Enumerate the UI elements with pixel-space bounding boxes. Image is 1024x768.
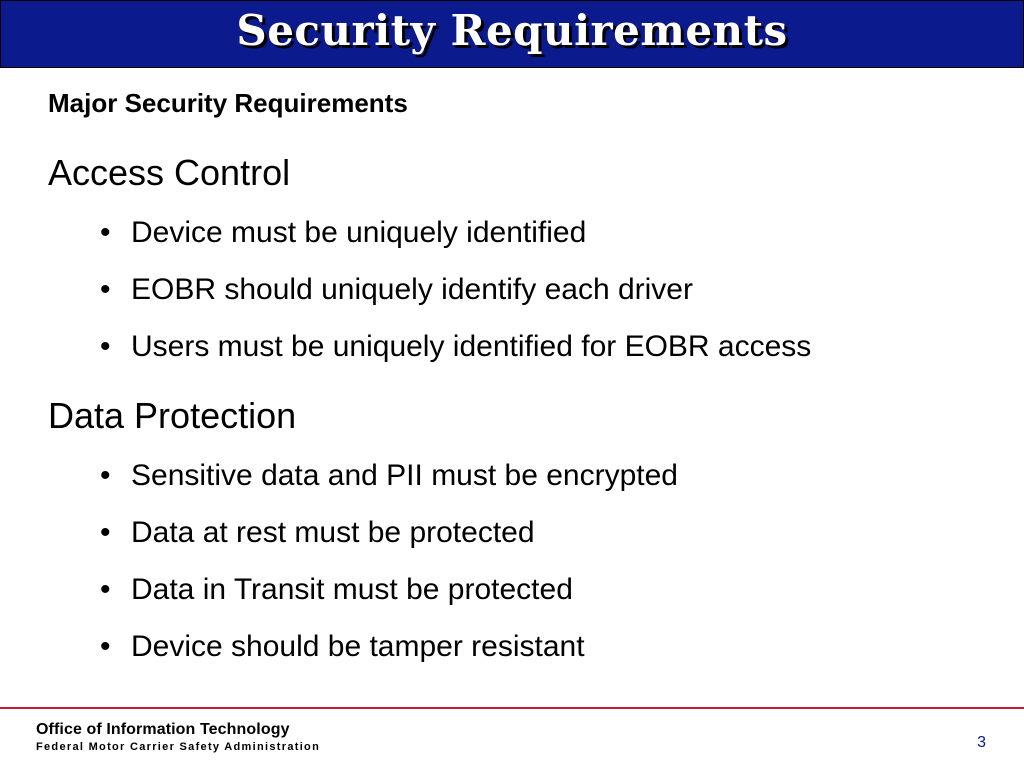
bullet-text: Sensitive data and PII must be encrypted: [131, 459, 678, 492]
bullet-text: Data at rest must be protected: [131, 516, 535, 549]
bullet-text: Device should be tamper resistant: [131, 630, 585, 663]
page-number: 3: [977, 734, 986, 751]
bullet-icon: •: [100, 516, 111, 549]
section-heading-access-control: Access Control: [48, 152, 291, 193]
bullet-text: EOBR should uniquely identify each driver: [131, 273, 693, 306]
slide-title: Security Requirements: [236, 6, 788, 55]
bullet-text: Device must be uniquely identified: [131, 216, 587, 249]
footer-divider: [0, 707, 1024, 709]
bullet-text: Users must be uniquely identified for EOBR access: [131, 330, 812, 363]
bullet-text: Data in Transit must be protected: [131, 573, 573, 606]
footer-office-name: Office of Information Technology: [36, 721, 290, 738]
slide-subtitle: Major Security Requirements: [48, 88, 408, 118]
bullet-icon: •: [100, 573, 111, 606]
bullet-icon: •: [100, 630, 111, 663]
bullet-icon: •: [100, 330, 111, 363]
title-bar: [0, 0, 1024, 68]
bullet-icon: •: [100, 459, 111, 492]
section-heading-data-protection: Data Protection: [48, 395, 297, 436]
footer-agency-name: Federal Motor Carrier Safety Administration: [36, 741, 321, 753]
bullet-icon: •: [100, 273, 111, 306]
bullet-icon: •: [100, 216, 111, 249]
